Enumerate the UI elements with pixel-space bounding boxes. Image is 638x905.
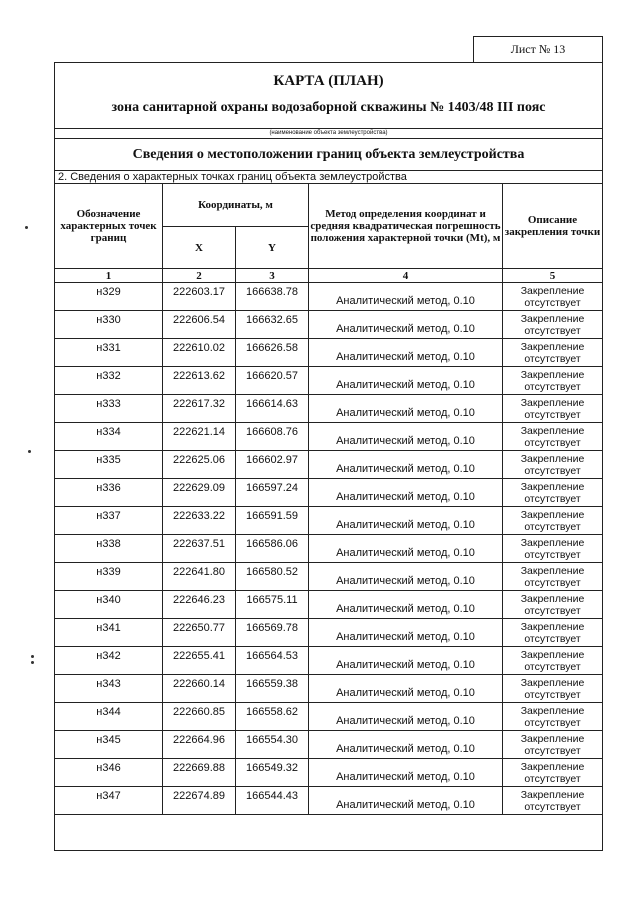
y-coordinate-cell: 166580.52: [236, 563, 309, 591]
method-cell: Аналитический метод, 0.10: [309, 759, 503, 787]
col-x-header: X: [163, 227, 236, 269]
fixation-cell: Закрепление отсутствует: [503, 507, 603, 535]
fixation-cell: Закрепление отсутствует: [503, 423, 603, 451]
title-block: [55, 63, 602, 129]
y-coordinate-cell: 166575.11: [236, 591, 309, 619]
point-cell: н338: [55, 535, 163, 563]
table-row: [55, 339, 603, 367]
method-cell: Аналитический метод, 0.10: [309, 423, 503, 451]
table-row: [55, 619, 603, 647]
object-caption: (наименование объекта землеустройства): [55, 129, 602, 139]
y-coordinate-cell: 166549.32: [236, 759, 309, 787]
method-cell: Аналитический метод, 0.10: [309, 283, 503, 311]
y-coordinate-cell: 166544.43: [236, 787, 309, 815]
method-cell: Аналитический метод, 0.10: [309, 339, 503, 367]
margin-mark: [25, 226, 28, 229]
point-cell: н346: [55, 759, 163, 787]
points-table: [54, 183, 603, 839]
table-row: [55, 759, 603, 787]
point-cell: н347: [55, 787, 163, 815]
point-cell: н329: [55, 283, 163, 311]
y-coordinate-cell: 166602.97: [236, 451, 309, 479]
fixation-cell: Закрепление отсутствует: [503, 479, 603, 507]
page-title: КАРТА (ПЛАН): [273, 73, 384, 89]
x-coordinate-cell: 222641.80: [163, 563, 236, 591]
point-cell: н337: [55, 507, 163, 535]
fixation-cell: Закрепление отсутствует: [503, 451, 603, 479]
sheet-number: Лист № 13: [473, 36, 603, 63]
x-coordinate-cell: 222660.85: [163, 703, 236, 731]
method-cell: Аналитический метод, 0.10: [309, 395, 503, 423]
fixation-cell: Закрепление отсутствует: [503, 311, 603, 339]
method-cell: Аналитический метод, 0.10: [309, 367, 503, 395]
table-footer-space: [55, 815, 603, 839]
point-cell: н333: [55, 395, 163, 423]
x-coordinate-cell: 222617.32: [163, 395, 236, 423]
x-coordinate-cell: 222660.14: [163, 675, 236, 703]
table-row: [55, 591, 603, 619]
method-cell: Аналитический метод, 0.10: [309, 787, 503, 815]
method-cell: Аналитический метод, 0.10: [309, 479, 503, 507]
y-coordinate-cell: 166564.53: [236, 647, 309, 675]
y-coordinate-cell: 166559.38: [236, 675, 309, 703]
method-cell: Аналитический метод, 0.10: [309, 591, 503, 619]
table-row: [55, 367, 603, 395]
y-coordinate-cell: 166558.62: [236, 703, 309, 731]
point-cell: н339: [55, 563, 163, 591]
y-coordinate-cell: 166608.76: [236, 423, 309, 451]
table-row: [55, 675, 603, 703]
margin-mark: [31, 655, 34, 658]
table-row: [55, 451, 603, 479]
point-cell: н344: [55, 703, 163, 731]
page-subtitle: зона санитарной охраны водозаборной скважины № 1403/48 III пояс: [111, 100, 546, 115]
col-number: 4: [309, 269, 503, 283]
table-row: [55, 479, 603, 507]
x-coordinate-cell: 222669.88: [163, 759, 236, 787]
fixation-cell: Закрепление отсутствует: [503, 367, 603, 395]
method-cell: Аналитический метод, 0.10: [309, 731, 503, 759]
table-row: [55, 563, 603, 591]
col-coords-header: Координаты, м: [163, 184, 309, 227]
x-coordinate-cell: 222621.14: [163, 423, 236, 451]
y-coordinate-cell: 166620.57: [236, 367, 309, 395]
fixation-cell: Закрепление отсутствует: [503, 731, 603, 759]
col-y-header: Y: [236, 227, 309, 269]
col-description-header: Описание закрепления точки: [503, 184, 603, 269]
x-coordinate-cell: 222610.02: [163, 339, 236, 367]
fixation-cell: Закрепление отсутствует: [503, 619, 603, 647]
table-row: [55, 535, 603, 563]
method-cell: Аналитический метод, 0.10: [309, 703, 503, 731]
fixation-cell: Закрепление отсутствует: [503, 647, 603, 675]
table-row: [55, 507, 603, 535]
y-coordinate-cell: 166569.78: [236, 619, 309, 647]
fixation-cell: Закрепление отсутствует: [503, 283, 603, 311]
section-heading: Сведения о местоположении границ объекта землеустройства: [55, 139, 602, 171]
x-coordinate-cell: 222606.54: [163, 311, 236, 339]
method-cell: Аналитический метод, 0.10: [309, 311, 503, 339]
method-cell: Аналитический метод, 0.10: [309, 451, 503, 479]
method-cell: Аналитический метод, 0.10: [309, 507, 503, 535]
margin-mark: [31, 661, 34, 664]
x-coordinate-cell: 222625.06: [163, 451, 236, 479]
point-cell: н335: [55, 451, 163, 479]
y-coordinate-cell: 166591.59: [236, 507, 309, 535]
point-cell: н334: [55, 423, 163, 451]
fixation-cell: Закрепление отсутствует: [503, 395, 603, 423]
y-coordinate-cell: 166554.30: [236, 731, 309, 759]
method-cell: Аналитический метод, 0.10: [309, 619, 503, 647]
x-coordinate-cell: 222664.96: [163, 731, 236, 759]
fixation-cell: Закрепление отсутствует: [503, 675, 603, 703]
x-coordinate-cell: 222646.23: [163, 591, 236, 619]
point-cell: н342: [55, 647, 163, 675]
col-number: 5: [503, 269, 603, 283]
point-cell: н343: [55, 675, 163, 703]
x-coordinate-cell: 222650.77: [163, 619, 236, 647]
table-row: [55, 283, 603, 311]
fixation-cell: Закрепление отсутствует: [503, 703, 603, 731]
subsection-heading: 2. Сведения о характерных точках границ объекта землеустройства: [55, 171, 602, 184]
method-cell: Аналитический метод, 0.10: [309, 563, 503, 591]
x-coordinate-cell: 222603.17: [163, 283, 236, 311]
point-cell: н341: [55, 619, 163, 647]
col-point-header: Обозначение характерных точек границ: [55, 184, 163, 269]
method-cell: Аналитический метод, 0.10: [309, 647, 503, 675]
y-coordinate-cell: 166597.24: [236, 479, 309, 507]
margin-mark: [28, 450, 31, 453]
x-coordinate-cell: 222637.51: [163, 535, 236, 563]
fixation-cell: Закрепление отсутствует: [503, 759, 603, 787]
y-coordinate-cell: 166638.78: [236, 283, 309, 311]
col-number: 1: [55, 269, 163, 283]
fixation-cell: Закрепление отсутствует: [503, 535, 603, 563]
point-cell: н330: [55, 311, 163, 339]
point-cell: н345: [55, 731, 163, 759]
table-row: [55, 647, 603, 675]
fixation-cell: Закрепление отсутствует: [503, 591, 603, 619]
col-number: 2: [163, 269, 236, 283]
x-coordinate-cell: 222674.89: [163, 787, 236, 815]
method-cell: Аналитический метод, 0.10: [309, 535, 503, 563]
fixation-cell: Закрепление отсутствует: [503, 787, 603, 815]
x-coordinate-cell: 222613.62: [163, 367, 236, 395]
point-cell: н332: [55, 367, 163, 395]
col-number: 3: [236, 269, 309, 283]
y-coordinate-cell: 166614.63: [236, 395, 309, 423]
x-coordinate-cell: 222655.41: [163, 647, 236, 675]
table-row: [55, 395, 603, 423]
point-cell: н331: [55, 339, 163, 367]
point-cell: н336: [55, 479, 163, 507]
x-coordinate-cell: 222629.09: [163, 479, 236, 507]
col-method-header: Метод определения координат и средняя квадратическая погрешность положения характерной точки (Mt), м: [309, 184, 503, 269]
y-coordinate-cell: 166626.58: [236, 339, 309, 367]
table-row: [55, 787, 603, 815]
fixation-cell: Закрепление отсутствует: [503, 563, 603, 591]
table-row: [55, 703, 603, 731]
table-row: [55, 311, 603, 339]
y-coordinate-cell: 166586.06: [236, 535, 309, 563]
table-row: [55, 731, 603, 759]
fixation-cell: Закрепление отсутствует: [503, 339, 603, 367]
point-cell: н340: [55, 591, 163, 619]
method-cell: Аналитический метод, 0.10: [309, 675, 503, 703]
x-coordinate-cell: 222633.22: [163, 507, 236, 535]
table-row: [55, 423, 603, 451]
document-frame: [54, 62, 603, 851]
y-coordinate-cell: 166632.65: [236, 311, 309, 339]
